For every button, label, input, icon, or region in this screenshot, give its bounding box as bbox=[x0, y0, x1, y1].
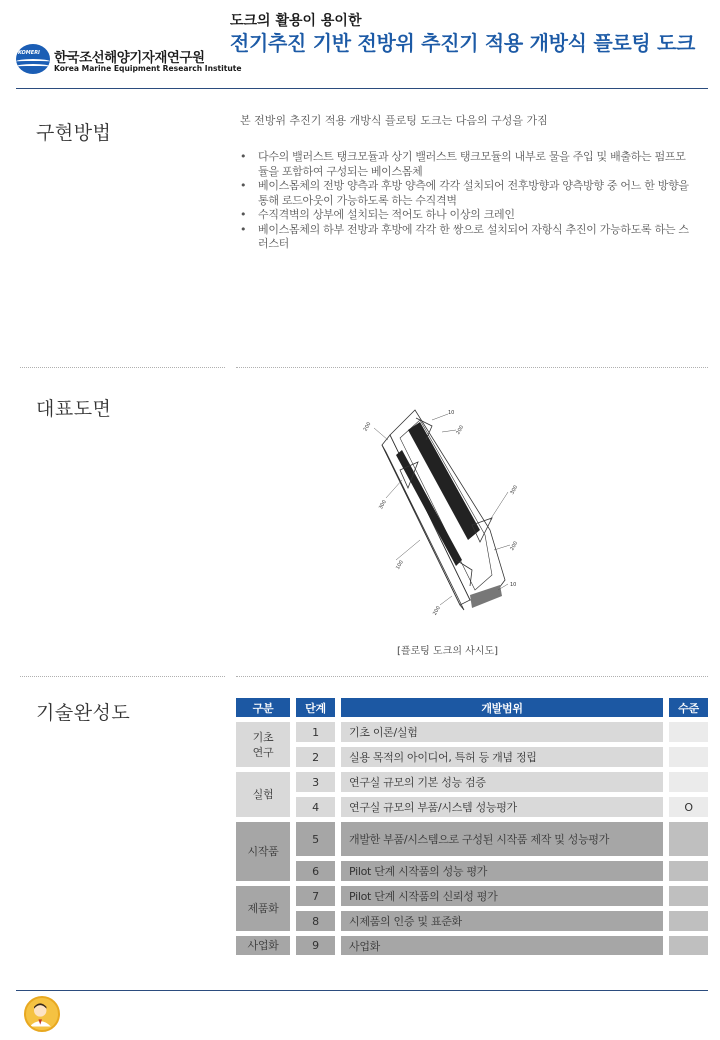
category-prototype: 시작품 bbox=[236, 822, 290, 881]
ref-label: 10 bbox=[510, 582, 517, 588]
page-subtitle: 도크의 활용이 용이한 bbox=[230, 13, 362, 29]
person-avatar-icon bbox=[24, 996, 60, 1032]
ref-label: 100 bbox=[395, 559, 405, 571]
scope-cell: 실용 목적의 아이디어, 특허 등 개념 정립 bbox=[341, 747, 663, 767]
level-cell: 1 bbox=[296, 722, 335, 742]
method-bullet-list bbox=[240, 150, 690, 252]
org-name-kr: 한국조선해양기자재연구원 bbox=[54, 50, 205, 66]
scope-cell: 시제품의 인증 및 표준화 bbox=[341, 911, 663, 931]
footer-divider bbox=[16, 990, 708, 991]
section-divider-left bbox=[20, 676, 225, 677]
ref-label: 10 bbox=[448, 410, 455, 416]
level-cell: 2 bbox=[296, 747, 335, 767]
scope-cell: 연구실 규모의 기본 성능 검증 bbox=[341, 772, 663, 792]
section-divider-left bbox=[20, 367, 225, 368]
bullet-icon: • bbox=[240, 179, 247, 192]
section-title-method: 구현방법 bbox=[36, 122, 112, 144]
scope-cell: 개발한 부품/시스템으로 구성된 시작품 제작 및 성능평가 bbox=[341, 822, 663, 856]
level-cell: 9 bbox=[296, 936, 335, 955]
list-item: • 베이스몸체의 하부 전방과 후방에 각각 한 쌍으로 설치되어 자항식 추진이 가능하도록 하는 스러스터 bbox=[240, 222, 689, 250]
level-cell: 7 bbox=[296, 886, 335, 906]
category-productization: 제품화 bbox=[236, 886, 290, 931]
section-title-trl: 기술완성도 bbox=[36, 702, 131, 724]
bullet-icon: • bbox=[240, 222, 247, 236]
komeri-logo-icon bbox=[16, 44, 50, 74]
level-cell: 4 bbox=[296, 797, 335, 817]
header-divider bbox=[16, 88, 708, 89]
status-cell bbox=[669, 936, 708, 955]
table-header-level: 단계 bbox=[296, 698, 335, 717]
status-cell bbox=[669, 822, 708, 856]
level-cell: 6 bbox=[296, 861, 335, 881]
status-cell bbox=[669, 747, 708, 767]
list-item: • 베이스몸체의 전방 양측과 후방 양측에 각각 설치되어 전후방향과 양측방향 중 어느 한 방향을 통해 로드아웃이 가능하도록 하는 수직격벽 bbox=[240, 179, 689, 207]
status-cell bbox=[669, 722, 708, 742]
status-cell bbox=[669, 861, 708, 881]
trl-table bbox=[236, 698, 708, 958]
ref-label: 200 bbox=[432, 605, 442, 617]
category-commercialization: 사업화 bbox=[236, 936, 290, 955]
level-cell: 8 bbox=[296, 911, 335, 931]
status-cell bbox=[669, 911, 708, 931]
page-header bbox=[0, 0, 720, 90]
table-header-category: 구분 bbox=[236, 698, 290, 717]
category-experiment: 실험 bbox=[236, 772, 290, 817]
bullet-icon: • bbox=[240, 208, 247, 221]
level-cell: 3 bbox=[296, 772, 335, 792]
category-basic-research: 기초 연구 bbox=[236, 722, 290, 767]
org-name-en: Korea Marine Equipment Research Institute bbox=[54, 64, 242, 73]
page-title: 전기추진 기반 전방위 추진기 적용 개방식 플로팅 도크 bbox=[230, 31, 696, 55]
section-divider-right bbox=[236, 367, 708, 368]
ref-label: 300 bbox=[509, 484, 520, 496]
scope-cell: Pilot 단계 시작품의 성능 평가 bbox=[341, 861, 663, 881]
ref-label: 200 bbox=[455, 424, 466, 436]
list-item: • 수직격벽의 상부에 설치되는 적어도 하나 이상의 크레인 bbox=[240, 208, 515, 221]
floating-dock-drawing bbox=[360, 400, 540, 620]
scope-cell: Pilot 단계 시작품의 신뢰성 평가 bbox=[341, 886, 663, 906]
status-cell-current: O bbox=[669, 797, 708, 817]
level-cell: 5 bbox=[296, 822, 335, 856]
table-header-status: 수준 bbox=[669, 698, 708, 717]
table-header-scope: 개발범위 bbox=[341, 698, 663, 717]
ref-label: 200 bbox=[509, 540, 520, 552]
bullet-icon: • bbox=[240, 150, 247, 163]
status-cell bbox=[669, 772, 708, 792]
list-item: • 다수의 밸러스트 탱크모듈과 상기 밸러스트 탱크모듈의 내부로 물을 주입 및 배출하는 펌프모듈을 포함하여 구성되는 베이스몸체 bbox=[240, 150, 686, 178]
komeri-logo bbox=[16, 44, 242, 76]
scope-cell: 사업화 bbox=[341, 936, 663, 955]
method-intro: 본 전방위 추진기 적용 개방식 플로팅 도크는 다음의 구성을 가짐 bbox=[240, 114, 548, 127]
scope-cell: 기초 이론/실험 bbox=[341, 722, 663, 742]
figure-caption: [플로팅 도크의 사시도] bbox=[396, 646, 499, 657]
logo-mark-text: KOMERI bbox=[18, 50, 40, 56]
ref-label: 300 bbox=[378, 499, 388, 511]
ref-label: 200 bbox=[362, 421, 373, 433]
status-cell bbox=[669, 886, 708, 906]
section-divider-right bbox=[236, 676, 708, 677]
section-title-drawing: 대표도면 bbox=[36, 398, 112, 420]
scope-cell: 연구실 규모의 부품/시스템 성능평가 bbox=[341, 797, 663, 817]
